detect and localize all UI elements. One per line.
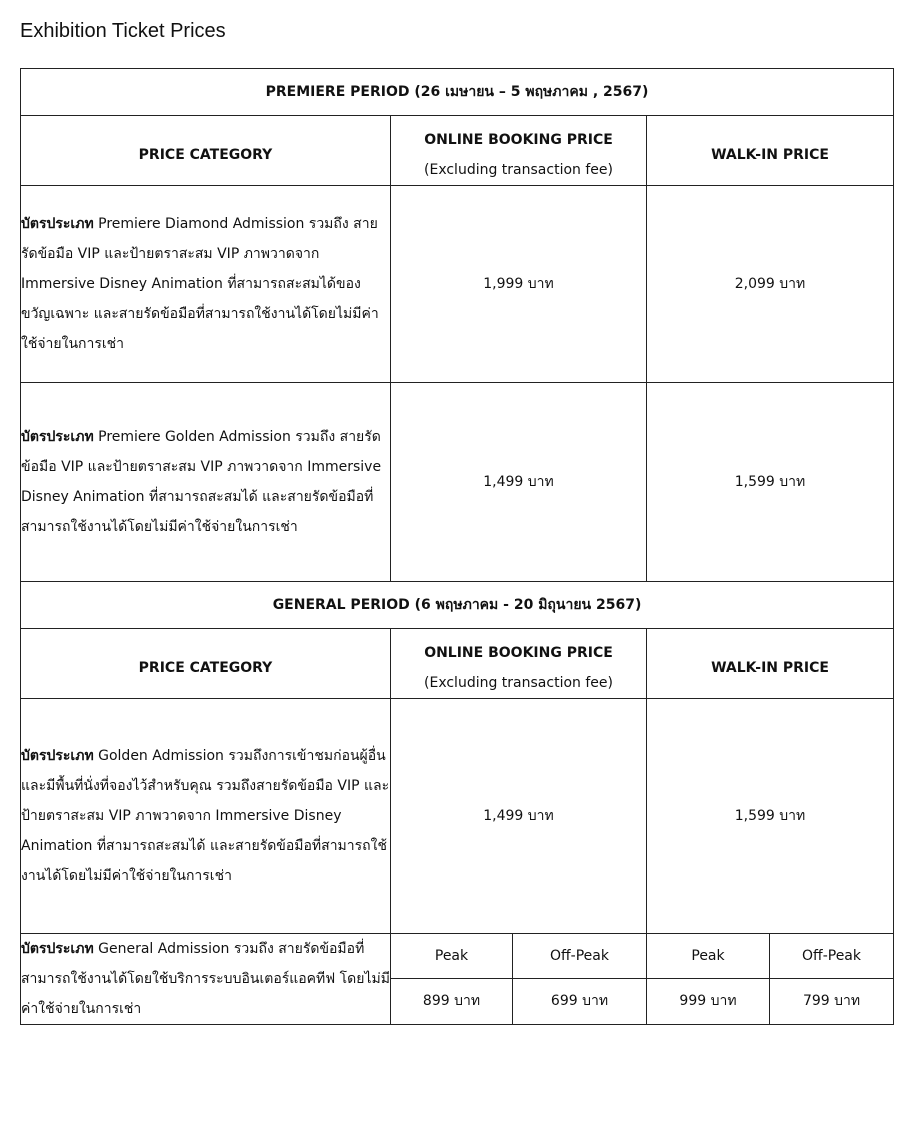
premiere-diamond-walkin-price: 2,099 บาท xyxy=(647,186,894,383)
general-online-header-note: (Excluding transaction fee) xyxy=(424,674,613,691)
premiere-category-header-label: PRICE CATEGORY xyxy=(138,146,273,163)
premiere-diamond-online-price: 1,999 บาท xyxy=(391,186,647,383)
premiere-golden-walkin-price: 1,599 บาท xyxy=(647,383,894,582)
online-offpeak-label: Off-Peak xyxy=(513,934,647,979)
general-online-header xyxy=(391,629,647,699)
premiere-period-heading: PREMIERE PERIOD (26 เมษายน – 5 พฤษภาคม , 2567) xyxy=(21,69,894,116)
premiere-online-header xyxy=(391,116,647,186)
ticket-description: Golden Admission รวมถึงการเข้าชมก่อนผู้อื่นและมีพื้นที่นั่งที่จองไว้สำหรับคุณ รวมถึงสายรัดข้อมือ VIP และป้ายตราสะสม VIP ภาพวาดจาก Immersive Disney Animation ที่สามารถสะสมได้ และสายรัดข้อมือที่สามารถใช้งานได้โดยไม่มีค่าใช้จ่ายในการเช่า xyxy=(21,748,390,884)
page-title: Exhibition Ticket Prices xyxy=(20,20,226,42)
general-walkin-header-label: WALK-IN PRICE xyxy=(711,659,829,676)
premiere-diamond-description xyxy=(21,186,391,383)
price-table xyxy=(20,68,894,1025)
walkin-offpeak-label: Off-Peak xyxy=(770,934,894,979)
premiere-golden-description xyxy=(21,383,391,582)
online-offpeak-price: 699 บาท xyxy=(513,978,647,1024)
table-row xyxy=(21,699,894,934)
general-walkin-header xyxy=(647,629,894,699)
walkin-peak-price: 999 บาท xyxy=(647,978,770,1024)
online-peak-label: Peak xyxy=(391,934,513,979)
walkin-offpeak-price: 799 บาท xyxy=(770,978,894,1024)
general-golden-online-price: 1,499 บาท xyxy=(391,699,647,934)
premiere-online-header-note: (Excluding transaction fee) xyxy=(424,161,613,178)
general-golden-walkin-price: 1,599 บาท xyxy=(647,699,894,934)
premiere-online-header-label: ONLINE BOOKING PRICE xyxy=(424,131,613,148)
ticket-type-label: บัตรประเภท xyxy=(21,216,94,232)
table-row xyxy=(21,186,894,383)
general-category-header xyxy=(21,629,391,699)
premiere-walkin-header xyxy=(647,116,894,186)
ticket-description: General Admission รวมถึง สายรัดข้อมือที่สามารถใช้งานได้โดยใช้บริการระบบอินเตอร์แอคทีฟ โดยไม่มีค่าใช้จ่ายในการเช่า xyxy=(21,941,390,1017)
general-golden-description xyxy=(21,699,391,934)
ticket-type-label: บัตรประเภท xyxy=(21,748,94,764)
general-admission-description xyxy=(21,934,391,1025)
online-peak-price: 899 บาท xyxy=(391,978,513,1024)
premiere-category-header xyxy=(21,116,391,186)
general-period-heading: GENERAL PERIOD (6 พฤษภาคม - 20 มิถุนายน 2567) xyxy=(21,582,894,629)
ticket-type-label: บัตรประเภท xyxy=(21,941,94,957)
premiere-walkin-header-label: WALK-IN PRICE xyxy=(711,146,829,163)
premiere-golden-online-price: 1,499 บาท xyxy=(391,383,647,582)
ticket-type-label: บัตรประเภท xyxy=(21,429,94,445)
ticket-description: Premiere Golden Admission รวมถึง สายรัดข้อมือ VIP และป้ายตราสะสม VIP ภาพวาดจาก Immersive Disney Animation ที่สามารถสะสมได้ และสายรัดข้อมือที่สามารถใช้งานได้โดยไม่มีค่าใช้จ่ายในการเช่า xyxy=(21,429,382,535)
table-row xyxy=(21,934,894,979)
ticket-description: Premiere Diamond Admission รวมถึง สายรัดข้อมือ VIP และป้ายตราสะสม VIP ภาพวาดจาก Immersive Disney Animation ที่สามารถสะสมได้ของขวัญเฉพาะ และสายรัดข้อมือที่สามารถใช้งานได้โดยไม่มีค่าใช้จ่ายในการเช่า xyxy=(21,216,379,352)
table-row xyxy=(21,383,894,582)
general-online-header-label: ONLINE BOOKING PRICE xyxy=(424,644,613,661)
general-category-header-label: PRICE CATEGORY xyxy=(138,659,273,676)
walkin-peak-label: Peak xyxy=(647,934,770,979)
